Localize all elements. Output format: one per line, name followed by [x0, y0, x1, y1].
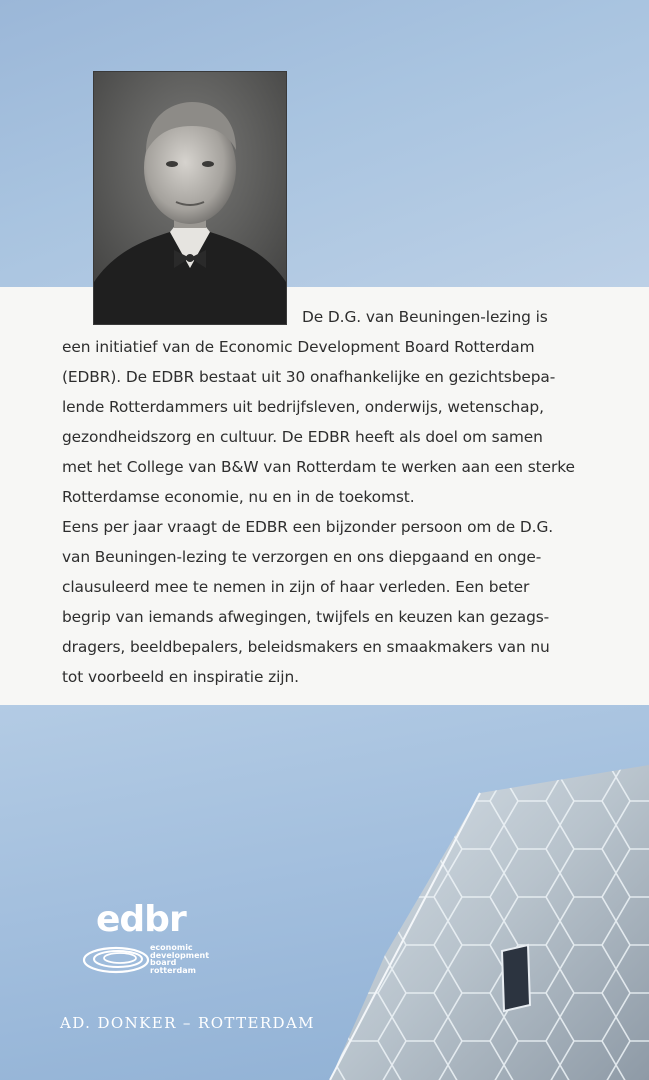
edbr-logo: [82, 900, 222, 990]
body-line: lende Rotterdammers uit bedrijfsleven, onderwijs, wetenschap,: [62, 398, 544, 416]
body-line: Eens per jaar vraagt de EDBR een bijzonder persoon om de D.G.: [62, 518, 554, 536]
logo-word: edbr: [96, 899, 186, 940]
body-line: dragers, beeldbepalers, beleidsmakers en smaakmakers van nu: [62, 638, 550, 656]
logo-sub-line: economic: [150, 943, 193, 952]
publisher-imprint: AD. DONKER – ROTTERDAM: [60, 1014, 315, 1032]
body-line: clausuleerd mee te nemen in zijn of haar verleden. Een beter: [62, 578, 530, 596]
body-line: een initiatief van de Economic Development Board Rotterdam: [62, 338, 535, 356]
body-line: De D.G. van Beuningen-lezing is: [302, 308, 548, 326]
logo-sub-line: board: [150, 958, 177, 968]
logo-sub-line: development: [150, 950, 210, 960]
body-line: tot voorbeeld en inspiratie zijn.: [62, 668, 299, 686]
body-line: met het College van B&W van Rotterdam te werken aan een sterke: [62, 458, 575, 476]
body-line: gezondheidszorg en cultuur. De EDBR heeft als doel om samen: [62, 428, 543, 446]
logo-sub-line: rotterdam: [150, 965, 196, 975]
logo-subtitle: [150, 944, 209, 974]
body-text: [62, 302, 602, 692]
swirl-icon: [82, 940, 152, 980]
body-line: van Beuningen-lezing te verzorgen en ons diepgaand en onge-: [62, 548, 542, 566]
portrait-photo: [94, 72, 286, 324]
body-line: begrip van iemands afwegingen, twijfels en keuzen kan gezags-: [62, 608, 550, 626]
portrait-photo-icon: [94, 72, 286, 324]
body-line: (EDBR). De EDBR bestaat uit 30 onafhankelijke en gezichtsbepa-: [62, 368, 556, 386]
body-line: Rotterdamse economie, nu en in de toekomst.: [62, 488, 415, 506]
